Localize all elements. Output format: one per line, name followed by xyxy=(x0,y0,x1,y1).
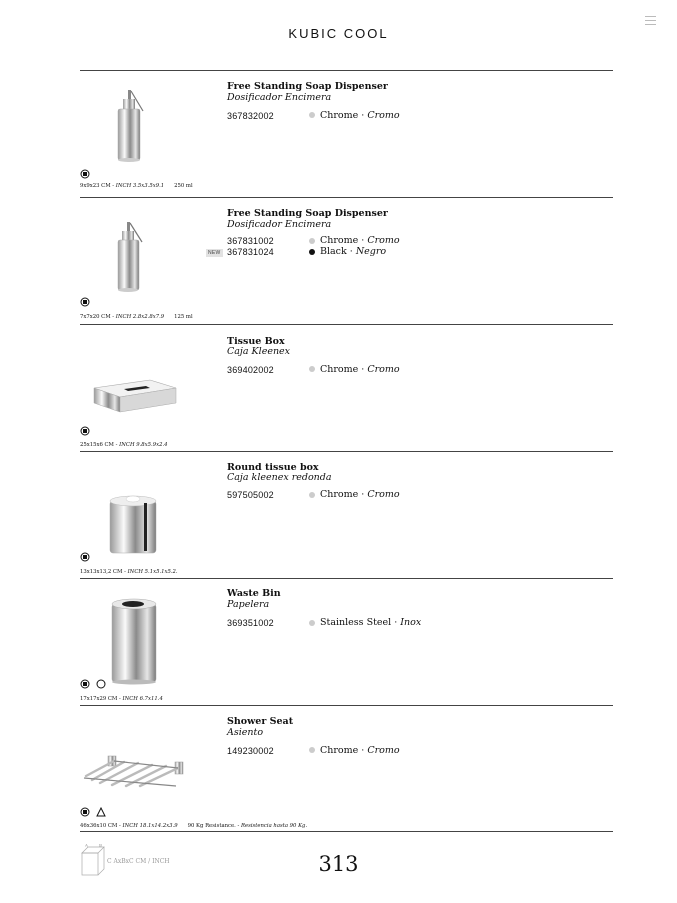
dimension-legend: C AxBxC CM / INCH xyxy=(107,858,170,865)
product-icons xyxy=(80,297,92,307)
finish-label: Stainless Steel · Inox xyxy=(320,617,422,628)
finish-swatch-chrome xyxy=(309,366,315,372)
finish-swatch-black xyxy=(309,249,315,255)
page-number: 313 xyxy=(318,852,359,876)
product-tissue-box xyxy=(80,325,613,452)
product-soap-dispenser-small xyxy=(80,198,613,325)
product-subtitle: Dosificador Encimera xyxy=(227,219,332,230)
diagram-label-a: A xyxy=(85,843,88,848)
product-title: Shower Seat xyxy=(227,716,294,727)
product-code: 149230002 xyxy=(227,746,274,756)
tissue-box-image xyxy=(80,345,195,445)
finish-label: Chrome · Cromo xyxy=(320,235,400,246)
product-title: Round tissue box xyxy=(227,462,319,473)
product-icons xyxy=(80,426,92,436)
round-tissue-box-image xyxy=(80,474,195,574)
mount-icon xyxy=(80,169,90,179)
product-code: 369402002 xyxy=(227,365,274,375)
product-icons xyxy=(80,807,108,817)
dimensions: 13x13x13,2 CM - INCH 5.1x5.1x5.2. xyxy=(80,569,178,575)
soap-dispenser-image xyxy=(80,204,195,304)
mount-icon xyxy=(80,426,90,436)
product-title: Tissue Box xyxy=(227,336,285,347)
product-shower-seat xyxy=(80,706,613,833)
soap-dispenser-image xyxy=(80,77,195,177)
finish-label: Chrome · Cromo xyxy=(320,364,400,375)
finish-swatch-chrome xyxy=(309,238,315,244)
dimensions: 17x17x29 CM - INCH 6.7x11.4 xyxy=(80,696,163,702)
finish-label: Chrome · Cromo xyxy=(320,110,400,121)
waste-bin-image xyxy=(80,591,195,691)
product-code: 369351002 xyxy=(227,618,274,628)
new-badge: NEW xyxy=(208,250,221,256)
product-code: 367831024 xyxy=(227,247,274,257)
product-subtitle: Asiento xyxy=(227,727,264,738)
triangle-icon xyxy=(96,807,106,817)
product-subtitle: Caja Kleenex xyxy=(227,346,291,357)
product-title: Waste Bin xyxy=(227,588,281,599)
finish-swatch-chrome xyxy=(309,747,315,753)
mount-icon xyxy=(80,679,90,689)
finish-label: Black · Negro xyxy=(320,246,387,257)
product-icons xyxy=(80,679,108,689)
product-round-tissue-box xyxy=(80,452,613,579)
product-title: Free Standing Soap Dispenser xyxy=(227,208,388,219)
product-subtitle: Papelera xyxy=(227,599,270,610)
divider xyxy=(80,831,613,832)
product-code: 597505002 xyxy=(227,490,274,500)
finish-label: Chrome · Cromo xyxy=(320,745,400,756)
product-title: Free Standing Soap Dispenser xyxy=(227,81,388,92)
diagram-label-b: B xyxy=(99,843,102,848)
product-icons xyxy=(80,169,92,179)
product-soap-dispenser-large xyxy=(80,71,613,198)
dimensions: 9x9x23 CM - INCH 3.5x3.5x9.1 250 ml xyxy=(80,183,193,189)
dimensions: 46x36x10 CM - INCH 18.1x14.2x3.9 90 Kg Resistance. - Resistencia hasta 90 Kg. xyxy=(80,823,308,829)
product-subtitle: Caja kleenex redonda xyxy=(227,472,332,483)
menu-icon[interactable] xyxy=(645,16,656,28)
dimensions: 7x7x20 CM - INCH 2.8x2.8x7.9 125 ml xyxy=(80,314,193,320)
product-icons xyxy=(80,552,92,562)
mount-icon xyxy=(80,297,90,307)
dimensions: 25x15x6 CM - INCH 9.8x5.9x2.4 xyxy=(80,442,168,448)
circle-icon xyxy=(96,679,106,689)
product-code: 367831002 xyxy=(227,236,274,246)
product-subtitle: Dosificador Encimera xyxy=(227,92,332,103)
finish-label: Chrome · Cromo xyxy=(320,489,400,500)
mount-icon xyxy=(80,552,90,562)
brand-title: KUBIC COOL xyxy=(288,26,389,41)
finish-swatch-chrome xyxy=(309,492,315,498)
product-waste-bin xyxy=(80,579,613,706)
mount-icon xyxy=(80,807,90,817)
finish-swatch-chrome xyxy=(309,112,315,118)
product-code: 367832002 xyxy=(227,111,274,121)
finish-swatch-steel xyxy=(309,620,315,626)
